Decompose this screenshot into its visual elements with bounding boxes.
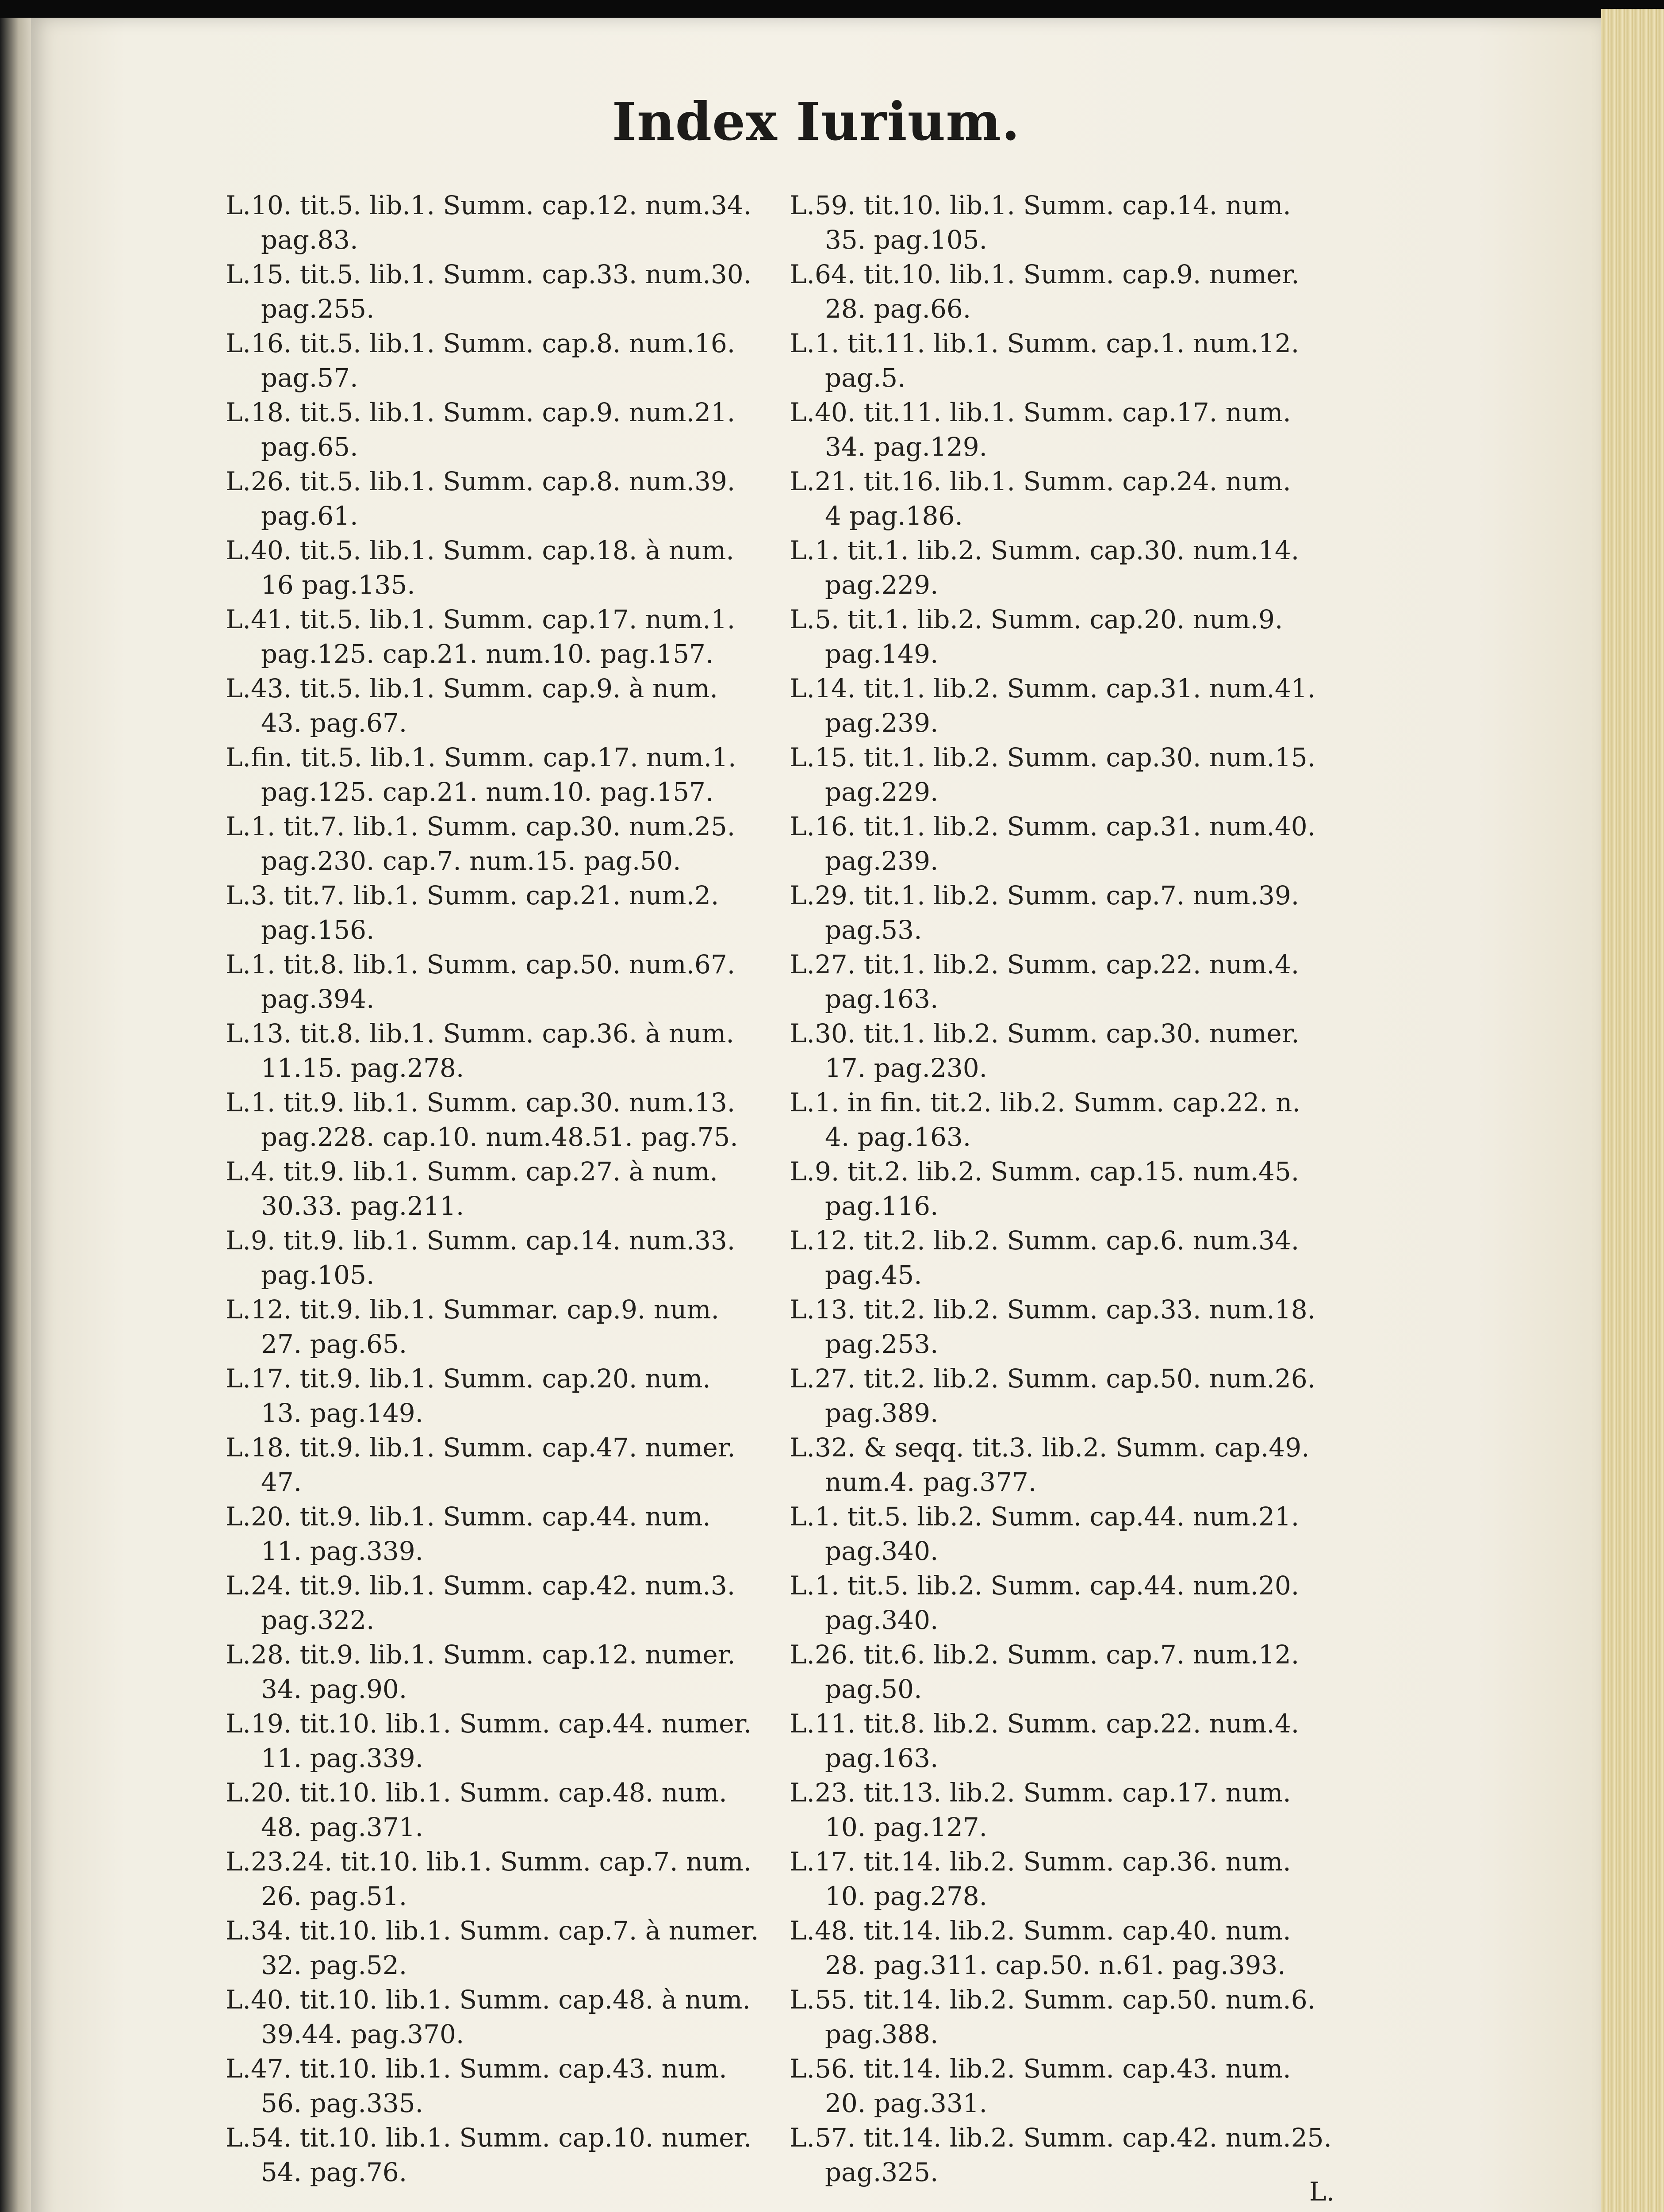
entry-reference: L.29. tit.1. lib.2. Summ. cap.7. num.39.	[790, 880, 1300, 910]
entry-reference: L.15. tit.5. lib.1. Summ. cap.33. num.30.	[226, 259, 752, 289]
entry-page-reference: 11. pag.339.	[261, 1536, 424, 1566]
entry-page-reference: 11. pag.339.	[261, 1743, 424, 1773]
entry-reference: L.1. tit.11. lib.1. Summ. cap.1. num.12.	[790, 328, 1300, 358]
index-entry	[226, 1085, 796, 1154]
entry-page-reference: pag.57.	[261, 363, 358, 393]
entry-reference: L.12. tit.9. lib.1. Summar. cap.9. num.	[226, 1294, 719, 1325]
catchword: L.	[1309, 2177, 1334, 2207]
entry-reference: L.18. tit.5. lib.1. Summ. cap.9. num.21.	[226, 397, 736, 427]
entry-reference: L.1. tit.9. lib.1. Summ. cap.30. num.13.	[226, 1087, 736, 1118]
index-entry	[226, 1016, 796, 1085]
index-entry	[226, 395, 796, 464]
left-index-column	[226, 188, 796, 2189]
entry-reference: L.5. tit.1. lib.2. Summ. cap.20. num.9.	[790, 604, 1283, 634]
entry-reference: L.26. tit.6. lib.2. Summ. cap.7. num.12.	[790, 1640, 1300, 1670]
index-entry	[226, 1844, 796, 1913]
entry-page-reference: pag.125. cap.21. num.10. pag.157.	[261, 777, 714, 807]
entry-page-reference: 47.	[261, 1467, 302, 1497]
entry-page-reference: pag.149.	[825, 639, 939, 669]
index-entry	[790, 2120, 1360, 2189]
entry-page-reference: pag.230. cap.7. num.15. pag.50.	[261, 846, 681, 876]
entry-page-reference: 28. pag.66.	[825, 294, 971, 324]
entry-page-reference: pag.116.	[825, 1191, 939, 1221]
entry-page-reference: pag.65.	[261, 432, 358, 462]
entry-reference: L.57. tit.14. lib.2. Summ. cap.42. num.25.	[790, 2123, 1332, 2153]
entry-reference: L.43. tit.5. lib.1. Summ. cap.9. à num.	[226, 673, 718, 703]
index-entry	[226, 671, 796, 740]
book-page	[31, 18, 1601, 2212]
entry-reference: L.27. tit.2. lib.2. Summ. cap.50. num.26.	[790, 1363, 1316, 1394]
entry-reference: L.23. tit.13. lib.2. Summ. cap.17. num.	[790, 1778, 1291, 1808]
entry-page-reference: 43. pag.67.	[261, 708, 407, 738]
entry-page-reference: 4 pag.186.	[825, 501, 963, 531]
index-entry	[226, 1568, 796, 1637]
index-entry	[226, 2120, 796, 2189]
entry-reference: L.20. tit.10. lib.1. Summ. cap.48. num.	[226, 1778, 727, 1808]
index-entry	[226, 1430, 796, 1499]
entry-reference: L.54. tit.10. lib.1. Summ. cap.10. numer.	[226, 2123, 752, 2153]
index-entry	[226, 809, 796, 878]
index-entry	[790, 1568, 1360, 1637]
index-entry	[790, 1430, 1360, 1499]
entry-page-reference: 54. pag.76.	[261, 2157, 407, 2187]
entry-reference: L.1. in fin. tit.2. lib.2. Summ. cap.22. n.	[790, 1087, 1300, 1118]
entry-page-reference: pag.61.	[261, 501, 358, 531]
entry-page-reference: pag.50.	[825, 1674, 922, 1704]
entry-reference: L.11. tit.8. lib.2. Summ. cap.22. num.4.	[790, 1709, 1300, 1739]
entry-page-reference: pag.253.	[825, 1329, 939, 1359]
entry-page-reference: pag.388.	[825, 2019, 939, 2049]
index-entry	[790, 326, 1360, 395]
entry-page-reference: pag.239.	[825, 846, 939, 876]
entry-reference: L.17. tit.14. lib.2. Summ. cap.36. num.	[790, 1847, 1291, 1877]
index-entry	[790, 1637, 1360, 1706]
entry-page-reference: 48. pag.371.	[261, 1812, 424, 1842]
entry-reference: L.13. tit.2. lib.2. Summ. cap.33. num.18.	[790, 1294, 1316, 1325]
right-index-column	[790, 188, 1360, 2189]
entry-page-reference: num.4. pag.377.	[825, 1467, 1037, 1497]
index-entry	[790, 602, 1360, 671]
index-entry	[790, 1292, 1360, 1361]
index-entry	[790, 257, 1360, 326]
index-entry	[226, 188, 796, 257]
index-entry	[226, 602, 796, 671]
entry-reference: L.55. tit.14. lib.2. Summ. cap.50. num.6.	[790, 1985, 1316, 2015]
index-entry	[790, 878, 1360, 947]
index-entry	[790, 395, 1360, 464]
index-entry	[226, 878, 796, 947]
entry-reference: L.23.24. tit.10. lib.1. Summ. cap.7. num.	[226, 1847, 752, 1877]
page-heading: Index Iurium.	[612, 91, 1020, 152]
index-entry	[226, 464, 796, 533]
entry-page-reference: pag.229.	[825, 777, 939, 807]
entry-page-reference: 4. pag.163.	[825, 1122, 971, 1152]
index-entry	[790, 1913, 1360, 1982]
entry-page-reference: pag.105.	[261, 1260, 375, 1290]
entry-reference: L.56. tit.14. lib.2. Summ. cap.43. num.	[790, 2054, 1291, 2084]
entry-reference: L.64. tit.10. lib.1. Summ. cap.9. numer.	[790, 259, 1300, 289]
entry-page-reference: 27. pag.65.	[261, 1329, 407, 1359]
entry-page-reference: 39.44. pag.370.	[261, 2019, 464, 2049]
index-entry	[226, 2051, 796, 2120]
entry-reference: L.16. tit.5. lib.1. Summ. cap.8. num.16.	[226, 328, 736, 358]
entry-page-reference: pag.156.	[261, 915, 375, 945]
entry-reference: L.21. tit.16. lib.1. Summ. cap.24. num.	[790, 466, 1291, 496]
index-entry	[790, 1706, 1360, 1775]
entry-page-reference: pag.322.	[261, 1605, 375, 1635]
entry-page-reference: pag.228. cap.10. num.48.51. pag.75.	[261, 1122, 738, 1152]
entry-reference: L.34. tit.10. lib.1. Summ. cap.7. à numer.	[226, 1916, 759, 1946]
entry-reference: L.15. tit.1. lib.2. Summ. cap.30. num.15.	[790, 742, 1316, 772]
index-entry	[790, 1361, 1360, 1430]
index-entry	[790, 947, 1360, 1016]
entry-reference: L.1. tit.5. lib.2. Summ. cap.44. num.20.	[790, 1571, 1300, 1601]
entry-reference: L.47. tit.10. lib.1. Summ. cap.43. num.	[226, 2054, 727, 2084]
entry-reference: L.17. tit.9. lib.1. Summ. cap.20. num.	[226, 1363, 711, 1394]
index-entry	[226, 1637, 796, 1706]
entry-page-reference: 34. pag.129.	[825, 432, 988, 462]
entry-reference: L.40. tit.11. lib.1. Summ. cap.17. num.	[790, 397, 1291, 427]
entry-reference: L.40. tit.10. lib.1. Summ. cap.48. à num.	[226, 1985, 751, 2015]
index-entry	[790, 464, 1360, 533]
binding-gutter	[0, 18, 31, 2212]
entry-page-reference: pag.229.	[825, 570, 939, 600]
index-entry	[790, 740, 1360, 809]
entry-reference: L.40. tit.5. lib.1. Summ. cap.18. à num.	[226, 535, 734, 565]
index-entry	[790, 1154, 1360, 1223]
entry-page-reference: 20. pag.331.	[825, 2088, 988, 2118]
index-entry	[790, 1844, 1360, 1913]
entry-page-reference: pag.340.	[825, 1605, 939, 1635]
entry-page-reference: pag.163.	[825, 1743, 939, 1773]
entry-page-reference: pag.45.	[825, 1260, 922, 1290]
index-entry	[226, 257, 796, 326]
entry-reference: L.19. tit.10. lib.1. Summ. cap.44. numer.	[226, 1709, 752, 1739]
entry-page-reference: pag.5.	[825, 363, 906, 393]
entry-page-reference: 17. pag.230.	[825, 1053, 988, 1083]
index-entry	[226, 1775, 796, 1844]
index-entry	[226, 1913, 796, 1982]
entry-reference: L.1. tit.7. lib.1. Summ. cap.30. num.25.	[226, 811, 736, 841]
entry-reference: L.9. tit.2. lib.2. Summ. cap.15. num.45.	[790, 1156, 1300, 1187]
entry-reference: L.10. tit.5. lib.1. Summ. cap.12. num.34.	[226, 190, 752, 220]
entry-reference: L.20. tit.9. lib.1. Summ. cap.44. num.	[226, 1502, 711, 1532]
entry-reference: L.18. tit.9. lib.1. Summ. cap.47. numer.	[226, 1432, 736, 1463]
index-entry	[226, 1361, 796, 1430]
entry-reference: L.14. tit.1. lib.2. Summ. cap.31. num.41.	[790, 673, 1316, 703]
entry-page-reference: 13. pag.149.	[261, 1398, 424, 1428]
entry-reference: L.3. tit.7. lib.1. Summ. cap.21. num.2.	[226, 880, 719, 910]
entry-reference: L.1. tit.5. lib.2. Summ. cap.44. num.21.	[790, 1502, 1300, 1532]
entry-page-reference: 11.15. pag.278.	[261, 1053, 464, 1083]
index-entry	[226, 740, 796, 809]
entry-reference: L.1. tit.1. lib.2. Summ. cap.30. num.14.	[790, 535, 1300, 565]
entry-page-reference: pag.163.	[825, 984, 939, 1014]
index-entry	[790, 1499, 1360, 1568]
entry-page-reference: pag.389.	[825, 1398, 939, 1428]
entry-page-reference: pag.255.	[261, 294, 375, 324]
index-entry	[790, 533, 1360, 602]
entry-page-reference: 28. pag.311. cap.50. n.61. pag.393.	[825, 1950, 1286, 1980]
entry-reference: L.4. tit.9. lib.1. Summ. cap.27. à num.	[226, 1156, 718, 1187]
index-entry	[790, 1223, 1360, 1292]
index-entry	[790, 671, 1360, 740]
entry-reference: L.9. tit.9. lib.1. Summ. cap.14. num.33.	[226, 1225, 736, 1256]
index-entry	[226, 533, 796, 602]
entry-page-reference: pag.53.	[825, 915, 922, 945]
entry-page-reference: 10. pag.278.	[825, 1881, 988, 1911]
index-entry	[226, 1982, 796, 2051]
entry-page-reference: pag.125. cap.21. num.10. pag.157.	[261, 639, 714, 669]
entry-reference: L.30. tit.1. lib.2. Summ. cap.30. numer.	[790, 1018, 1300, 1048]
index-entry	[226, 1154, 796, 1223]
entry-reference: L.1. tit.8. lib.1. Summ. cap.50. num.67.	[226, 949, 736, 979]
entry-page-reference: 26. pag.51.	[261, 1881, 407, 1911]
entry-reference: L.27. tit.1. lib.2. Summ. cap.22. num.4.	[790, 949, 1300, 979]
entry-reference: L.16. tit.1. lib.2. Summ. cap.31. num.40.	[790, 811, 1316, 841]
index-entry	[226, 1706, 796, 1775]
entry-reference: L.41. tit.5. lib.1. Summ. cap.17. num.1.	[226, 604, 736, 634]
entry-reference: L.fin. tit.5. lib.1. Summ. cap.17. num.1.	[226, 742, 736, 772]
entry-reference: L.13. tit.8. lib.1. Summ. cap.36. à num.	[226, 1018, 734, 1048]
entry-page-reference: 30.33. pag.211.	[261, 1191, 464, 1221]
index-entry	[790, 809, 1360, 878]
entry-page-reference: pag.239.	[825, 708, 939, 738]
index-entry	[790, 1775, 1360, 1844]
entry-page-reference: 35. pag.105.	[825, 225, 988, 255]
index-entry	[790, 1982, 1360, 2051]
index-entry	[790, 188, 1360, 257]
entry-reference: L.48. tit.14. lib.2. Summ. cap.40. num.	[790, 1916, 1291, 1946]
entry-page-reference: pag.394.	[261, 984, 375, 1014]
entry-page-reference: 16 pag.135.	[261, 570, 415, 600]
index-entry	[790, 1085, 1360, 1154]
entry-reference: L.26. tit.5. lib.1. Summ. cap.8. num.39.	[226, 466, 736, 496]
entry-reference: L.59. tit.10. lib.1. Summ. cap.14. num.	[790, 190, 1291, 220]
index-entry	[226, 1292, 796, 1361]
entry-page-reference: pag.325.	[825, 2157, 939, 2187]
index-entry	[226, 326, 796, 395]
index-entry	[226, 1499, 796, 1568]
entry-page-reference: pag.340.	[825, 1536, 939, 1566]
page-edges	[1601, 9, 1664, 2212]
entry-page-reference: pag.83.	[261, 225, 358, 255]
entry-page-reference: 10. pag.127.	[825, 1812, 988, 1842]
index-entry	[790, 2051, 1360, 2120]
entry-reference: L.28. tit.9. lib.1. Summ. cap.12. numer.	[226, 1640, 736, 1670]
entry-page-reference: 34. pag.90.	[261, 1674, 407, 1704]
index-entry	[226, 947, 796, 1016]
entry-page-reference: 32. pag.52.	[261, 1950, 407, 1980]
entry-page-reference: 56. pag.335.	[261, 2088, 424, 2118]
entry-reference: L.12. tit.2. lib.2. Summ. cap.6. num.34.	[790, 1225, 1300, 1256]
index-entry	[226, 1223, 796, 1292]
index-entry	[790, 1016, 1360, 1085]
entry-reference: L.24. tit.9. lib.1. Summ. cap.42. num.3.	[226, 1571, 736, 1601]
entry-reference: L.32. & seqq. tit.3. lib.2. Summ. cap.49.	[790, 1432, 1310, 1463]
